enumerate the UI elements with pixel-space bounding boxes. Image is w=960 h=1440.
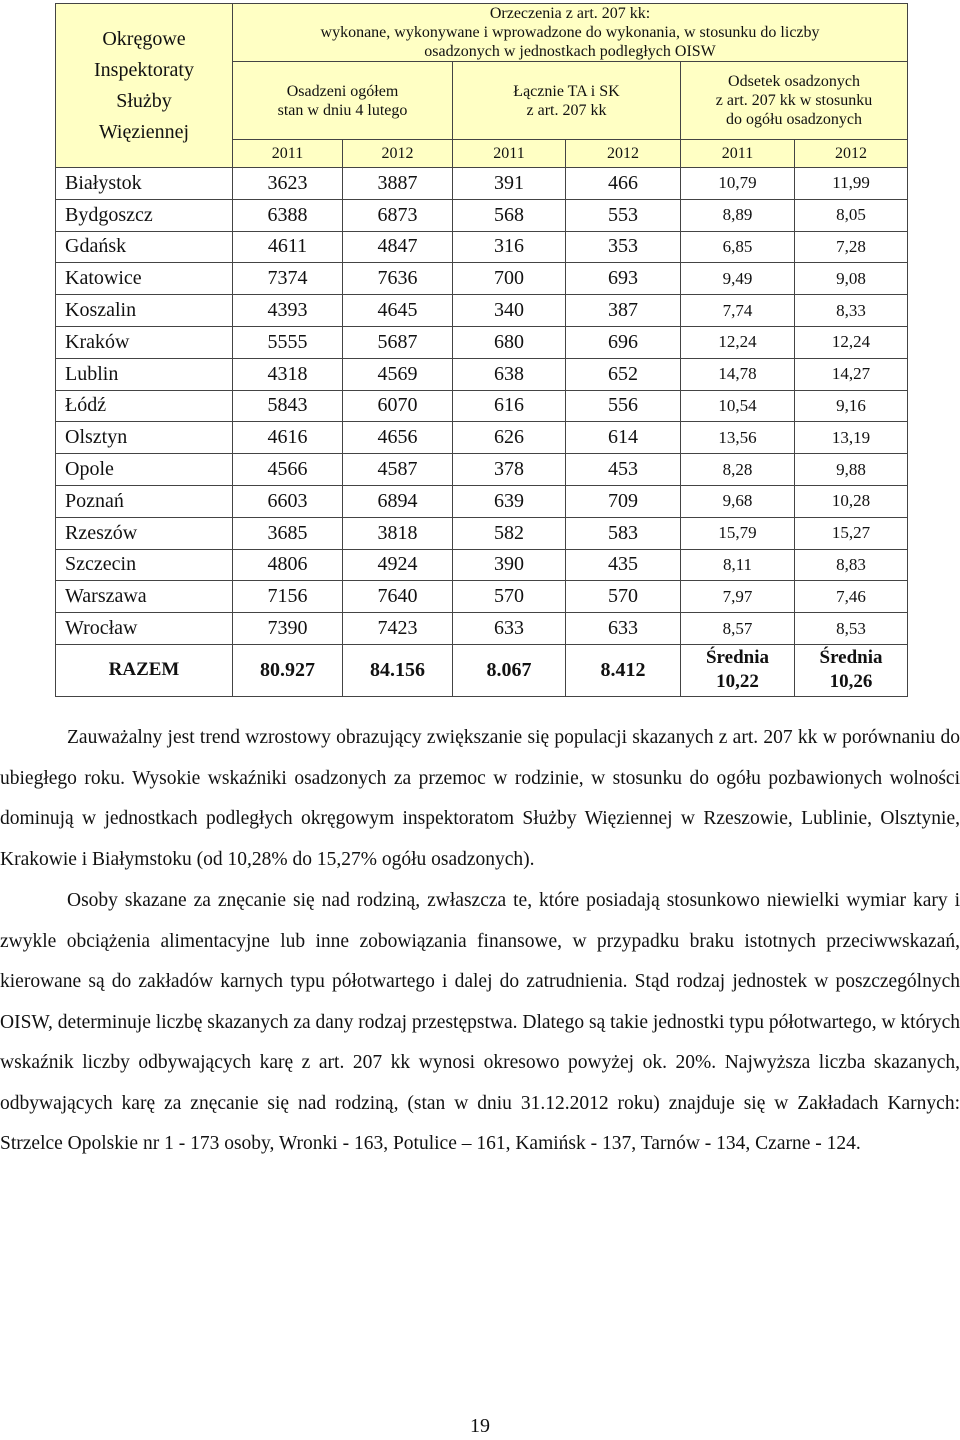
ta-sk-header: Łącznie TA i SK z art. 207 kk <box>453 62 681 140</box>
table-row <box>56 581 908 613</box>
table-cell: 652 <box>566 358 681 390</box>
table-cell: 7423 <box>343 613 453 645</box>
table-cell: 7,46 <box>795 581 908 613</box>
total-label: RAZEM <box>56 644 233 696</box>
table-cell: 12,24 <box>681 326 795 358</box>
table-cell: 8,33 <box>795 295 908 327</box>
table-cell: 453 <box>566 454 681 486</box>
table-cell: 3887 <box>343 168 453 200</box>
region-name: Poznań <box>56 485 233 517</box>
table-cell: 7,28 <box>795 231 908 263</box>
table-cell: 5843 <box>233 390 343 422</box>
table-cell: 639 <box>453 485 566 517</box>
year-header: 2012 <box>566 140 681 168</box>
table-cell: 9,08 <box>795 263 908 295</box>
table-cell: 3623 <box>233 168 343 200</box>
page-number: 19 <box>470 1415 490 1437</box>
table-cell: 4393 <box>233 295 343 327</box>
region-name: Bydgoszcz <box>56 199 233 231</box>
table-cell: 6388 <box>233 199 343 231</box>
table-cell: 378 <box>453 454 566 486</box>
table-cell: 7636 <box>343 263 453 295</box>
table-row <box>56 263 908 295</box>
table-cell: 570 <box>453 581 566 613</box>
table-cell: 12,24 <box>795 326 908 358</box>
table-cell: 4806 <box>233 549 343 581</box>
sentences-group-header: Orzeczenia z art. 207 kk: wykonane, wykonywane i wprowadzone do wykonania, w stosunku do liczby osadzonych w jednostkach podległych OISW <box>233 4 908 62</box>
total-value: 84.156 <box>343 644 453 696</box>
table-cell: 614 <box>566 422 681 454</box>
year-header: 2012 <box>343 140 453 168</box>
table-cell: 4616 <box>233 422 343 454</box>
body-text <box>0 718 960 1165</box>
table-cell: 353 <box>566 231 681 263</box>
average-2011: Średnia 10,22 <box>681 644 795 696</box>
table-row <box>56 517 908 549</box>
table-cell: 8,89 <box>681 199 795 231</box>
table-cell: 582 <box>453 517 566 549</box>
region-name: Olsztyn <box>56 422 233 454</box>
table-cell: 616 <box>453 390 566 422</box>
total-value: 80.927 <box>233 644 343 696</box>
region-name: Wrocław <box>56 613 233 645</box>
year-header: 2011 <box>681 140 795 168</box>
table-cell: 556 <box>566 390 681 422</box>
region-name: Szczecin <box>56 549 233 581</box>
table-cell: 626 <box>453 422 566 454</box>
table-cell: 709 <box>566 485 681 517</box>
table-cell: 5687 <box>343 326 453 358</box>
table-cell: 583 <box>566 517 681 549</box>
table-cell: 4924 <box>343 549 453 581</box>
region-name: Kraków <box>56 326 233 358</box>
table-cell: 568 <box>453 199 566 231</box>
table-cell: 7374 <box>233 263 343 295</box>
table-row <box>56 358 908 390</box>
total-inmates-header: Osadzeni ogółem stan w dniu 4 lutego <box>233 62 453 140</box>
table-cell: 696 <box>566 326 681 358</box>
table-cell: 633 <box>566 613 681 645</box>
table-cell: 11,99 <box>795 168 908 200</box>
table-cell: 15,79 <box>681 517 795 549</box>
percentage-header: Odsetek osadzonych z art. 207 kk w stosunku do ogółu osadzonych <box>681 62 908 140</box>
region-name: Białystok <box>56 168 233 200</box>
table-cell: 8,53 <box>795 613 908 645</box>
table-cell: 5555 <box>233 326 343 358</box>
table-row <box>56 199 908 231</box>
region-name: Warszawa <box>56 581 233 613</box>
table-cell: 9,88 <box>795 454 908 486</box>
table-cell: 4656 <box>343 422 453 454</box>
year-header: 2012 <box>795 140 908 168</box>
table-cell: 15,27 <box>795 517 908 549</box>
table-cell: 680 <box>453 326 566 358</box>
table-row <box>56 390 908 422</box>
table-row <box>56 454 908 486</box>
table-cell: 4318 <box>233 358 343 390</box>
table-cell: 435 <box>566 549 681 581</box>
table-cell: 387 <box>566 295 681 327</box>
table-cell: 3818 <box>343 517 453 549</box>
table-cell: 10,28 <box>795 485 908 517</box>
table-cell: 3685 <box>233 517 343 549</box>
region-name: Gdańsk <box>56 231 233 263</box>
table-cell: 4566 <box>233 454 343 486</box>
table-cell: 7390 <box>233 613 343 645</box>
table-cell: 13,56 <box>681 422 795 454</box>
table-cell: 7,74 <box>681 295 795 327</box>
table-cell: 4611 <box>233 231 343 263</box>
table-cell: 4569 <box>343 358 453 390</box>
statistics-table <box>55 3 907 691</box>
table-cell: 8,11 <box>681 549 795 581</box>
table-cell: 391 <box>453 168 566 200</box>
average-2012: Średnia 10,26 <box>795 644 908 696</box>
table-cell: 10,79 <box>681 168 795 200</box>
table-cell: 633 <box>453 613 566 645</box>
table-row <box>56 295 908 327</box>
table-cell: 9,68 <box>681 485 795 517</box>
region-name: Katowice <box>56 263 233 295</box>
table-cell: 6894 <box>343 485 453 517</box>
paragraph: Osoby skazane za znęcanie się nad rodziną, zwłaszcza te, które posiadają stosunkowo niewielki wymiar kary i zwykle obciążenia alimentacyjne lub inne zobowiązania finansowe, w przypadku braku istotnych przeciwwskazań, kierowane są do zakładów karnych typu półotwartego i dalej do zatrudnienia. Stąd rodzaj jednostek w poszczególnych OISW, determinuje liczbę skazanych za dany rodzaj przestępstwa. Dlatego są takie jednostki typu półotwartego, w których wskaźnik liczby odbywających karę z art. 207 kk wynosi okresowo powyżej ok. 20%. Najwyższa liczba skazanych, odbywających karę za znęcanie się nad rodziną, (stan w dniu 31.12.2012 roku) znajduje się w Zakładach Karnych: Strzelce Opolskie nr 1 - 173 osoby, Wronki - 163, Potulice – 161, Kamińsk - 137, Tarnów - 134, Czarne - 124. <box>0 890 960 1154</box>
table-cell: 340 <box>453 295 566 327</box>
table-cell: 570 <box>566 581 681 613</box>
region-name: Koszalin <box>56 295 233 327</box>
region-name: Opole <box>56 454 233 486</box>
table-cell: 13,19 <box>795 422 908 454</box>
paragraph: Zauważalny jest trend wzrostowy obrazujący zwiększanie się populacji skazanych z art. 207 kk w porównaniu do ubiegłego roku. Wysokie wskaźniki osadzonych za przemoc w rodzinie, w stosunku do ogółu pozbawionych wolności dominują w jednostkach podległych okręgowym inspektoratom Służby Więziennej w Rzeszowie, Lublinie, Olsztynie, Krakowie i Białymstoku (od 10,28% do 15,27% ogółu osadzonych). <box>0 727 960 870</box>
table-cell: 7156 <box>233 581 343 613</box>
table-cell: 8,83 <box>795 549 908 581</box>
table-row <box>56 549 908 581</box>
table-cell: 553 <box>566 199 681 231</box>
year-header: 2011 <box>453 140 566 168</box>
table-cell: 10,54 <box>681 390 795 422</box>
table-cell: 700 <box>453 263 566 295</box>
region-column-header: Okręgowe Inspektoraty Służby Więziennej <box>56 4 233 168</box>
table-cell: 6,85 <box>681 231 795 263</box>
table-row <box>56 326 908 358</box>
table-cell: 316 <box>453 231 566 263</box>
region-name: Łódź <box>56 390 233 422</box>
table-cell: 4645 <box>343 295 453 327</box>
table-cell: 4847 <box>343 231 453 263</box>
table-row <box>56 231 908 263</box>
table-row <box>56 613 908 645</box>
table-row <box>56 422 908 454</box>
total-value: 8.067 <box>453 644 566 696</box>
year-header: 2011 <box>233 140 343 168</box>
table-row <box>56 485 908 517</box>
region-name: Lublin <box>56 358 233 390</box>
table-cell: 14,78 <box>681 358 795 390</box>
table-cell: 7640 <box>343 581 453 613</box>
table-cell: 6603 <box>233 485 343 517</box>
table-cell: 6873 <box>343 199 453 231</box>
total-value: 8.412 <box>566 644 681 696</box>
table-cell: 8,28 <box>681 454 795 486</box>
region-name: Rzeszów <box>56 517 233 549</box>
table-cell: 4587 <box>343 454 453 486</box>
table-cell: 638 <box>453 358 566 390</box>
table-cell: 7,97 <box>681 581 795 613</box>
table-cell: 8,05 <box>795 199 908 231</box>
table-cell: 6070 <box>343 390 453 422</box>
table-cell: 14,27 <box>795 358 908 390</box>
table-cell: 466 <box>566 168 681 200</box>
table-cell: 390 <box>453 549 566 581</box>
table-row <box>56 168 908 200</box>
table-cell: 693 <box>566 263 681 295</box>
table-cell: 9,49 <box>681 263 795 295</box>
table-cell: 8,57 <box>681 613 795 645</box>
table-cell: 9,16 <box>795 390 908 422</box>
